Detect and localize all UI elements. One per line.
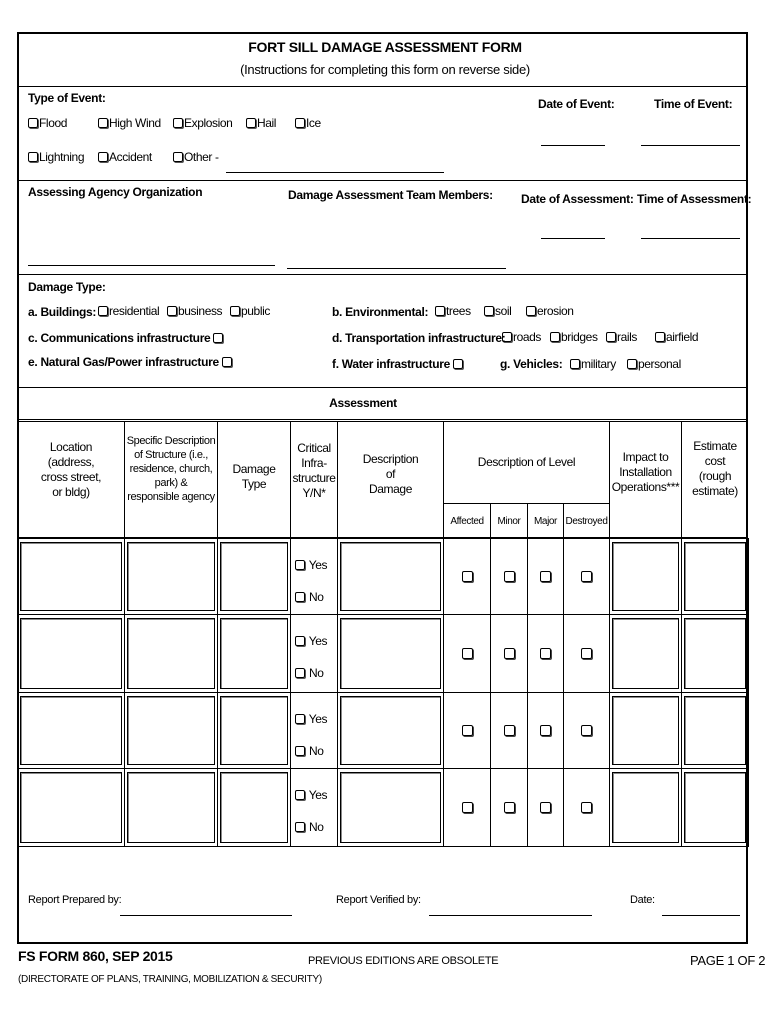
entry-field[interactable]	[340, 618, 441, 689]
checkbox-icon	[295, 714, 305, 724]
time-of-event-field[interactable]	[641, 145, 740, 146]
entry-field[interactable]	[340, 696, 441, 765]
checkbox-icon	[295, 790, 305, 800]
checkbox-business[interactable]: business	[167, 304, 222, 318]
checkbox-personal[interactable]: personal	[627, 357, 681, 371]
checkbox-icon	[295, 118, 305, 128]
level-checkbox-icon[interactable]	[462, 725, 473, 736]
table-cell	[290, 768, 338, 847]
checkbox-bridges[interactable]: bridges	[550, 330, 598, 344]
checkbox-icon	[435, 306, 445, 316]
checkbox-icon	[295, 822, 305, 832]
entry-field[interactable]	[20, 618, 122, 689]
checkbox-accident[interactable]: Accident	[98, 150, 152, 164]
critical-yes-option[interactable]: Yes	[295, 558, 327, 572]
divider	[17, 419, 748, 420]
col-cost-header: Estimate cost (rough estimate)	[692, 439, 738, 498]
entry-field[interactable]	[20, 772, 122, 843]
checkbox-icon	[222, 357, 232, 367]
checkbox-icon	[627, 359, 637, 369]
transportation-label: d. Transportation infrastructure:	[332, 331, 506, 345]
assessment-title: Assessment	[329, 396, 397, 410]
date-of-event-label: Date of Event:	[538, 97, 615, 111]
checkbox-military[interactable]: military	[570, 357, 616, 371]
checkbox-icon	[526, 306, 536, 316]
entry-field[interactable]	[127, 618, 215, 689]
checkbox-icon	[570, 359, 580, 369]
team-members-field[interactable]	[287, 268, 506, 269]
critical-no-option[interactable]: No	[295, 666, 323, 680]
form-subtitle: (Instructions for completing this form on reverse side)	[240, 62, 530, 77]
level-checkbox-icon[interactable]	[462, 802, 473, 813]
checkbox-airfield[interactable]: airfield	[655, 330, 698, 344]
checkbox-residential[interactable]: residential	[98, 304, 159, 318]
level-checkbox-icon[interactable]	[462, 648, 473, 659]
critical-no-option[interactable]: No	[295, 820, 323, 834]
critical-yes-option[interactable]: Yes	[295, 712, 327, 726]
entry-field[interactable]	[220, 618, 288, 689]
checkbox-icon	[606, 332, 616, 342]
entry-field[interactable]	[684, 542, 746, 611]
level-minor-header: Minor	[497, 516, 521, 527]
checkbox-rails[interactable]: rails	[606, 330, 637, 344]
checkbox-trees[interactable]: trees	[435, 304, 471, 318]
entry-field[interactable]	[220, 542, 288, 611]
checkbox-icon	[295, 636, 305, 646]
date-of-assessment-label: Date of Assessment:	[521, 192, 634, 206]
checkbox-icon	[655, 332, 665, 342]
checkbox-icon	[295, 668, 305, 678]
level-affected-header: Affected	[450, 516, 484, 527]
level-checkbox-icon[interactable]	[504, 725, 515, 736]
page-number: PAGE 1 OF 2	[690, 953, 766, 968]
event-type-label: Type of Event:	[28, 91, 106, 105]
directorate: (DIRECTORATE OF PLANS, TRAINING, MOBILIZATION & SECURITY)	[18, 974, 322, 985]
col-description-header: Description of Damage	[362, 452, 419, 496]
level-checkbox-icon[interactable]	[581, 725, 592, 736]
critical-yes-option[interactable]: Yes	[295, 788, 327, 802]
checkbox-flood[interactable]: Flood	[28, 116, 67, 130]
checkbox-public[interactable]: public	[230, 304, 270, 318]
checkbox-icon	[502, 332, 512, 342]
critical-yes-option[interactable]: Yes	[295, 634, 327, 648]
entry-field[interactable]	[220, 772, 288, 843]
prepared-by-label: Report Prepared by:	[28, 894, 122, 906]
water-infrastructure-label[interactable]: f. Water infrastructure	[332, 357, 464, 371]
col-critical-header: Critical Infra- structure Y/N*	[292, 441, 336, 500]
checkbox-icon	[295, 592, 305, 602]
checkbox-icon	[295, 746, 305, 756]
form-id: FS FORM 860, SEP 2015	[18, 948, 173, 964]
level-checkbox-icon[interactable]	[462, 571, 473, 582]
critical-no-option[interactable]: No	[295, 590, 323, 604]
checkbox-icon	[98, 118, 108, 128]
checkbox-icon	[550, 332, 560, 342]
date-of-assessment-field[interactable]	[541, 238, 605, 239]
checkbox-icon	[484, 306, 494, 316]
team-members-label: Damage Assessment Team Members:	[288, 188, 493, 202]
entry-field[interactable]	[127, 542, 215, 611]
verified-by-field[interactable]	[429, 915, 592, 916]
communications-label[interactable]: c. Communications infrastructure	[28, 331, 224, 345]
entry-field[interactable]	[127, 696, 215, 765]
row-divider	[443, 503, 609, 504]
col-type-header: Damage Type	[232, 462, 276, 491]
environmental-label: b. Environmental:	[332, 305, 429, 319]
prepared-by-field[interactable]	[120, 915, 292, 916]
level-checkbox-icon[interactable]	[540, 648, 551, 659]
entry-field[interactable]	[220, 696, 288, 765]
entry-field[interactable]	[612, 772, 679, 843]
checkbox-roads[interactable]: roads	[502, 330, 541, 344]
checkbox-icon	[230, 306, 240, 316]
checkbox-hail[interactable]: Hail	[246, 116, 276, 130]
checkbox-icon	[98, 306, 108, 316]
buildings-label: a. Buildings:	[28, 305, 97, 319]
checkbox-icon	[173, 118, 183, 128]
checkbox-icon	[167, 306, 177, 316]
level-destroyed-header: Destroyed	[565, 516, 608, 527]
damage-type-label: Damage Type:	[28, 280, 106, 294]
time-of-assessment-field[interactable]	[641, 238, 740, 239]
checkbox-icon	[28, 152, 38, 162]
checkbox-other[interactable]: Other -	[173, 150, 219, 164]
checkbox-high-wind[interactable]: High Wind	[98, 116, 161, 130]
level-major-header: Major	[533, 516, 557, 527]
level-checkbox-icon[interactable]	[581, 802, 592, 813]
entry-field[interactable]	[612, 542, 679, 611]
form-title: FORT SILL DAMAGE ASSESSMENT FORM	[248, 39, 522, 55]
time-of-event-label: Time of Event:	[654, 97, 733, 111]
col-impact-header: Impact to Installation Operations***	[611, 450, 680, 494]
entry-field[interactable]	[340, 542, 441, 611]
level-checkbox-icon[interactable]	[540, 802, 551, 813]
entry-field[interactable]	[20, 542, 122, 611]
checkbox-lightning[interactable]: Lightning	[28, 150, 84, 164]
checkbox-ice[interactable]: Ice	[295, 116, 321, 130]
vehicles-label: g. Vehicles:	[500, 357, 563, 371]
entry-field[interactable]	[684, 772, 746, 843]
assessing-agency-field[interactable]	[28, 265, 275, 266]
level-checkbox-icon[interactable]	[540, 725, 551, 736]
entry-field[interactable]	[20, 696, 122, 765]
level-checkbox-icon[interactable]	[504, 571, 515, 582]
divider	[17, 86, 748, 87]
level-checkbox-icon[interactable]	[504, 802, 515, 813]
level-checkbox-icon[interactable]	[504, 648, 515, 659]
time-of-assessment-label: Time of Assessment:	[637, 192, 752, 206]
checkbox-soil[interactable]: soil	[484, 304, 511, 318]
checkbox-explosion[interactable]: Explosion	[173, 116, 232, 130]
entry-field[interactable]	[340, 772, 441, 843]
entry-field[interactable]	[612, 618, 679, 689]
critical-no-option[interactable]: No	[295, 744, 323, 758]
col-level-header: Description of Level	[477, 455, 576, 469]
other-event-field[interactable]	[226, 172, 444, 173]
obsolete-notice: PREVIOUS EDITIONS ARE OBSOLETE	[308, 955, 499, 967]
checkbox-icon	[28, 118, 38, 128]
signature-date-field[interactable]	[662, 915, 740, 916]
checkbox-icon	[213, 333, 223, 343]
divider	[17, 180, 748, 181]
checkbox-icon	[453, 359, 463, 369]
checkbox-icon	[295, 560, 305, 570]
natural-gas-power-label[interactable]: e. Natural Gas/Power infrastructure	[28, 355, 233, 369]
assessing-agency-label: Assessing Agency Organization	[28, 185, 203, 199]
table-cell	[290, 614, 338, 693]
checkbox-erosion[interactable]: erosion	[526, 304, 574, 318]
col-location-header: Location (address, cross street, or bldg)	[40, 440, 102, 499]
checkbox-icon	[173, 152, 183, 162]
entry-field[interactable]	[127, 772, 215, 843]
entry-field[interactable]	[684, 696, 746, 765]
divider	[17, 387, 748, 388]
date-of-event-field[interactable]	[541, 145, 605, 146]
divider	[17, 274, 748, 275]
level-checkbox-icon[interactable]	[581, 648, 592, 659]
checkbox-icon	[246, 118, 256, 128]
checkbox-icon	[98, 152, 108, 162]
col-structure-header: Specific Description of Structure (i.e., residence, church, park) & responsible agency	[126, 435, 216, 503]
entry-field[interactable]	[684, 618, 746, 689]
verified-by-label: Report Verified by:	[336, 894, 421, 906]
entry-field[interactable]	[612, 696, 679, 765]
level-checkbox-icon[interactable]	[581, 571, 592, 582]
level-checkbox-icon[interactable]	[540, 571, 551, 582]
signature-date-label: Date:	[630, 894, 655, 906]
